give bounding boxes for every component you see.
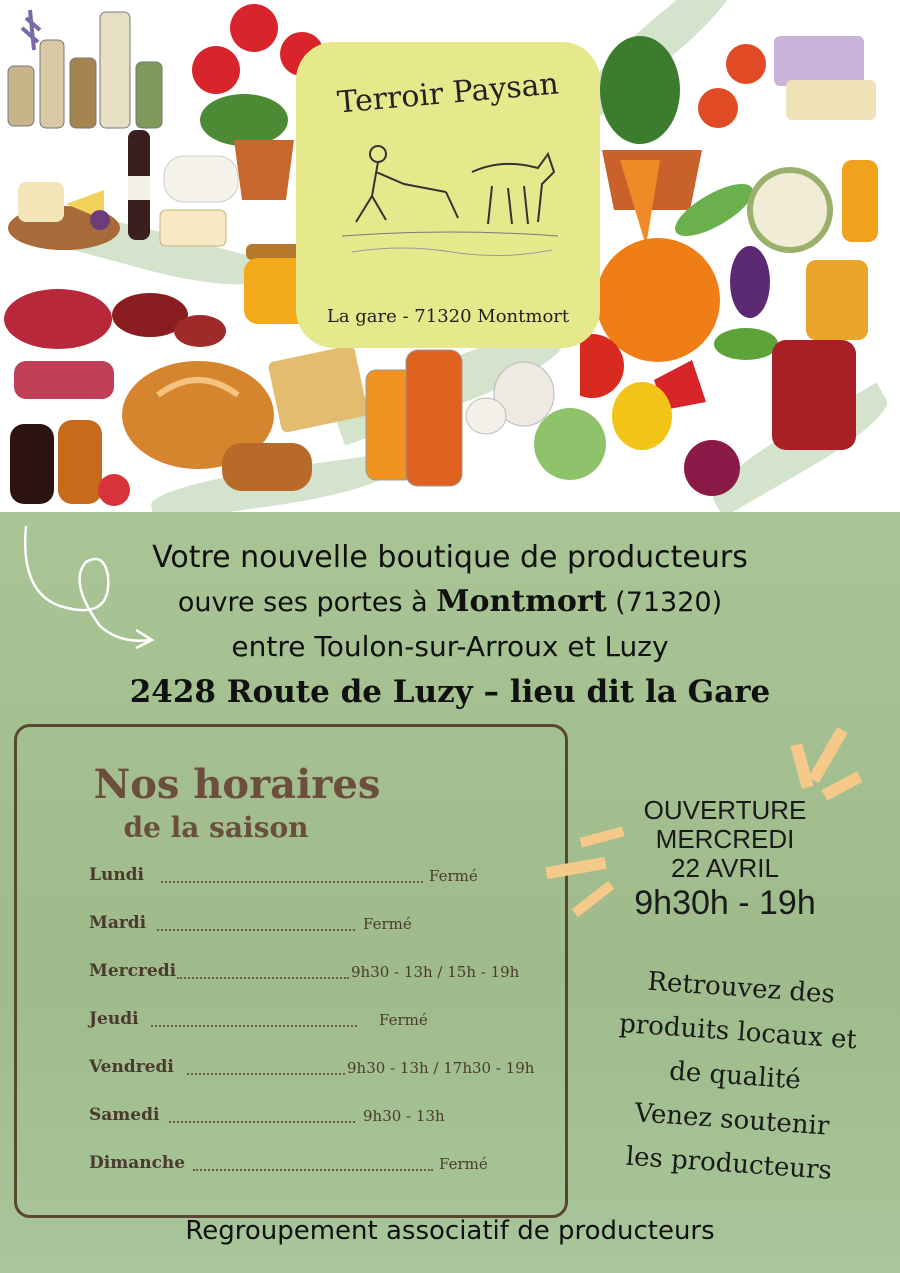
dotted-leader (187, 1063, 345, 1075)
shop-address: 2428 Route de Luzy – lieu dit la Gare (129, 674, 771, 710)
dotted-leader (169, 1111, 355, 1123)
hours-value: Fermé (379, 1011, 428, 1029)
hours-value: 9h30 - 13h / 17h30 - 19h (347, 1059, 535, 1077)
intro-line-3: entre Toulon-sur-Arroux et Luzy (231, 630, 669, 663)
dotted-leader (157, 919, 355, 931)
hours-row-wednesday (89, 961, 549, 987)
tagline-line-1: Retrouvez des (646, 966, 836, 1010)
intro-line-2 (0, 584, 900, 619)
hours-value: Fermé (439, 1155, 488, 1173)
hours-row-thursday (89, 1009, 549, 1035)
tagline-line-3: de qualité (668, 1056, 802, 1096)
opening-hours-box (14, 724, 568, 1218)
hours-day: Mercredi (89, 961, 177, 981)
hours-value: 9h30 - 13h / 15h - 19h (351, 963, 520, 981)
burst-ray (791, 743, 814, 789)
vegetables-illustration (580, 10, 900, 510)
intro-line-1: Votre nouvelle boutique de producteurs (152, 540, 748, 575)
hours-day: Mardi (89, 913, 147, 933)
hours-value: 9h30 - 13h (363, 1107, 445, 1125)
hours-day: Lundi (89, 865, 145, 885)
opening-announcement (590, 796, 860, 923)
hours-row-saturday (89, 1105, 549, 1131)
hours-row-monday (89, 865, 549, 891)
tagline-line-4: Venez soutenir (633, 1098, 831, 1142)
logo-title: Terroir Paysan (335, 66, 561, 121)
opening-day: MERCREDI (655, 824, 795, 854)
opening-date: 22 AVRIL (671, 853, 779, 883)
burst-ray (808, 727, 847, 783)
hours-row-sunday (89, 1153, 549, 1179)
bread-illustration (118, 345, 368, 500)
tagline-line-5: les producteurs (624, 1141, 833, 1186)
dotted-leader (177, 967, 349, 979)
cheese-wine-illustration (4, 120, 274, 260)
hours-subtitle: de la saison (123, 811, 309, 844)
hours-day: Dimanche (89, 1153, 186, 1173)
farmer-plough-horse-icon (342, 132, 558, 262)
intro-opens-text: ouvre ses portes à (177, 587, 428, 618)
logo-location: La gare - 71320 Montmort (326, 306, 570, 327)
spice-jars-illustration (0, 0, 190, 140)
opening-label: OUVERTURE (643, 795, 807, 825)
hours-day: Vendredi (89, 1057, 174, 1077)
dotted-leader (151, 1015, 357, 1027)
info-panel (0, 512, 900, 1273)
hours-day: Samedi (89, 1105, 160, 1125)
opening-time: 9h30h - 19h (634, 884, 816, 922)
postcode-text: (71320) (615, 587, 723, 618)
hours-row-friday (89, 1057, 549, 1083)
hours-title: Nos horaires (93, 761, 381, 808)
footer-text: Regroupement associatif de producteurs (185, 1216, 715, 1246)
hours-value: Fermé (429, 867, 478, 885)
hours-value: Fermé (363, 915, 412, 933)
town-name: Montmort (436, 584, 607, 619)
dotted-leader (161, 871, 423, 883)
tagline-block (583, 956, 888, 1196)
hours-day: Jeudi (89, 1009, 139, 1029)
preserve-jars-illustration (362, 340, 472, 490)
tagline-line-2: produits locaux et (618, 1008, 858, 1056)
logo-card (296, 42, 600, 348)
illustrated-banner (0, 0, 900, 512)
hours-row-tuesday (89, 913, 549, 939)
dotted-leader (193, 1159, 433, 1171)
